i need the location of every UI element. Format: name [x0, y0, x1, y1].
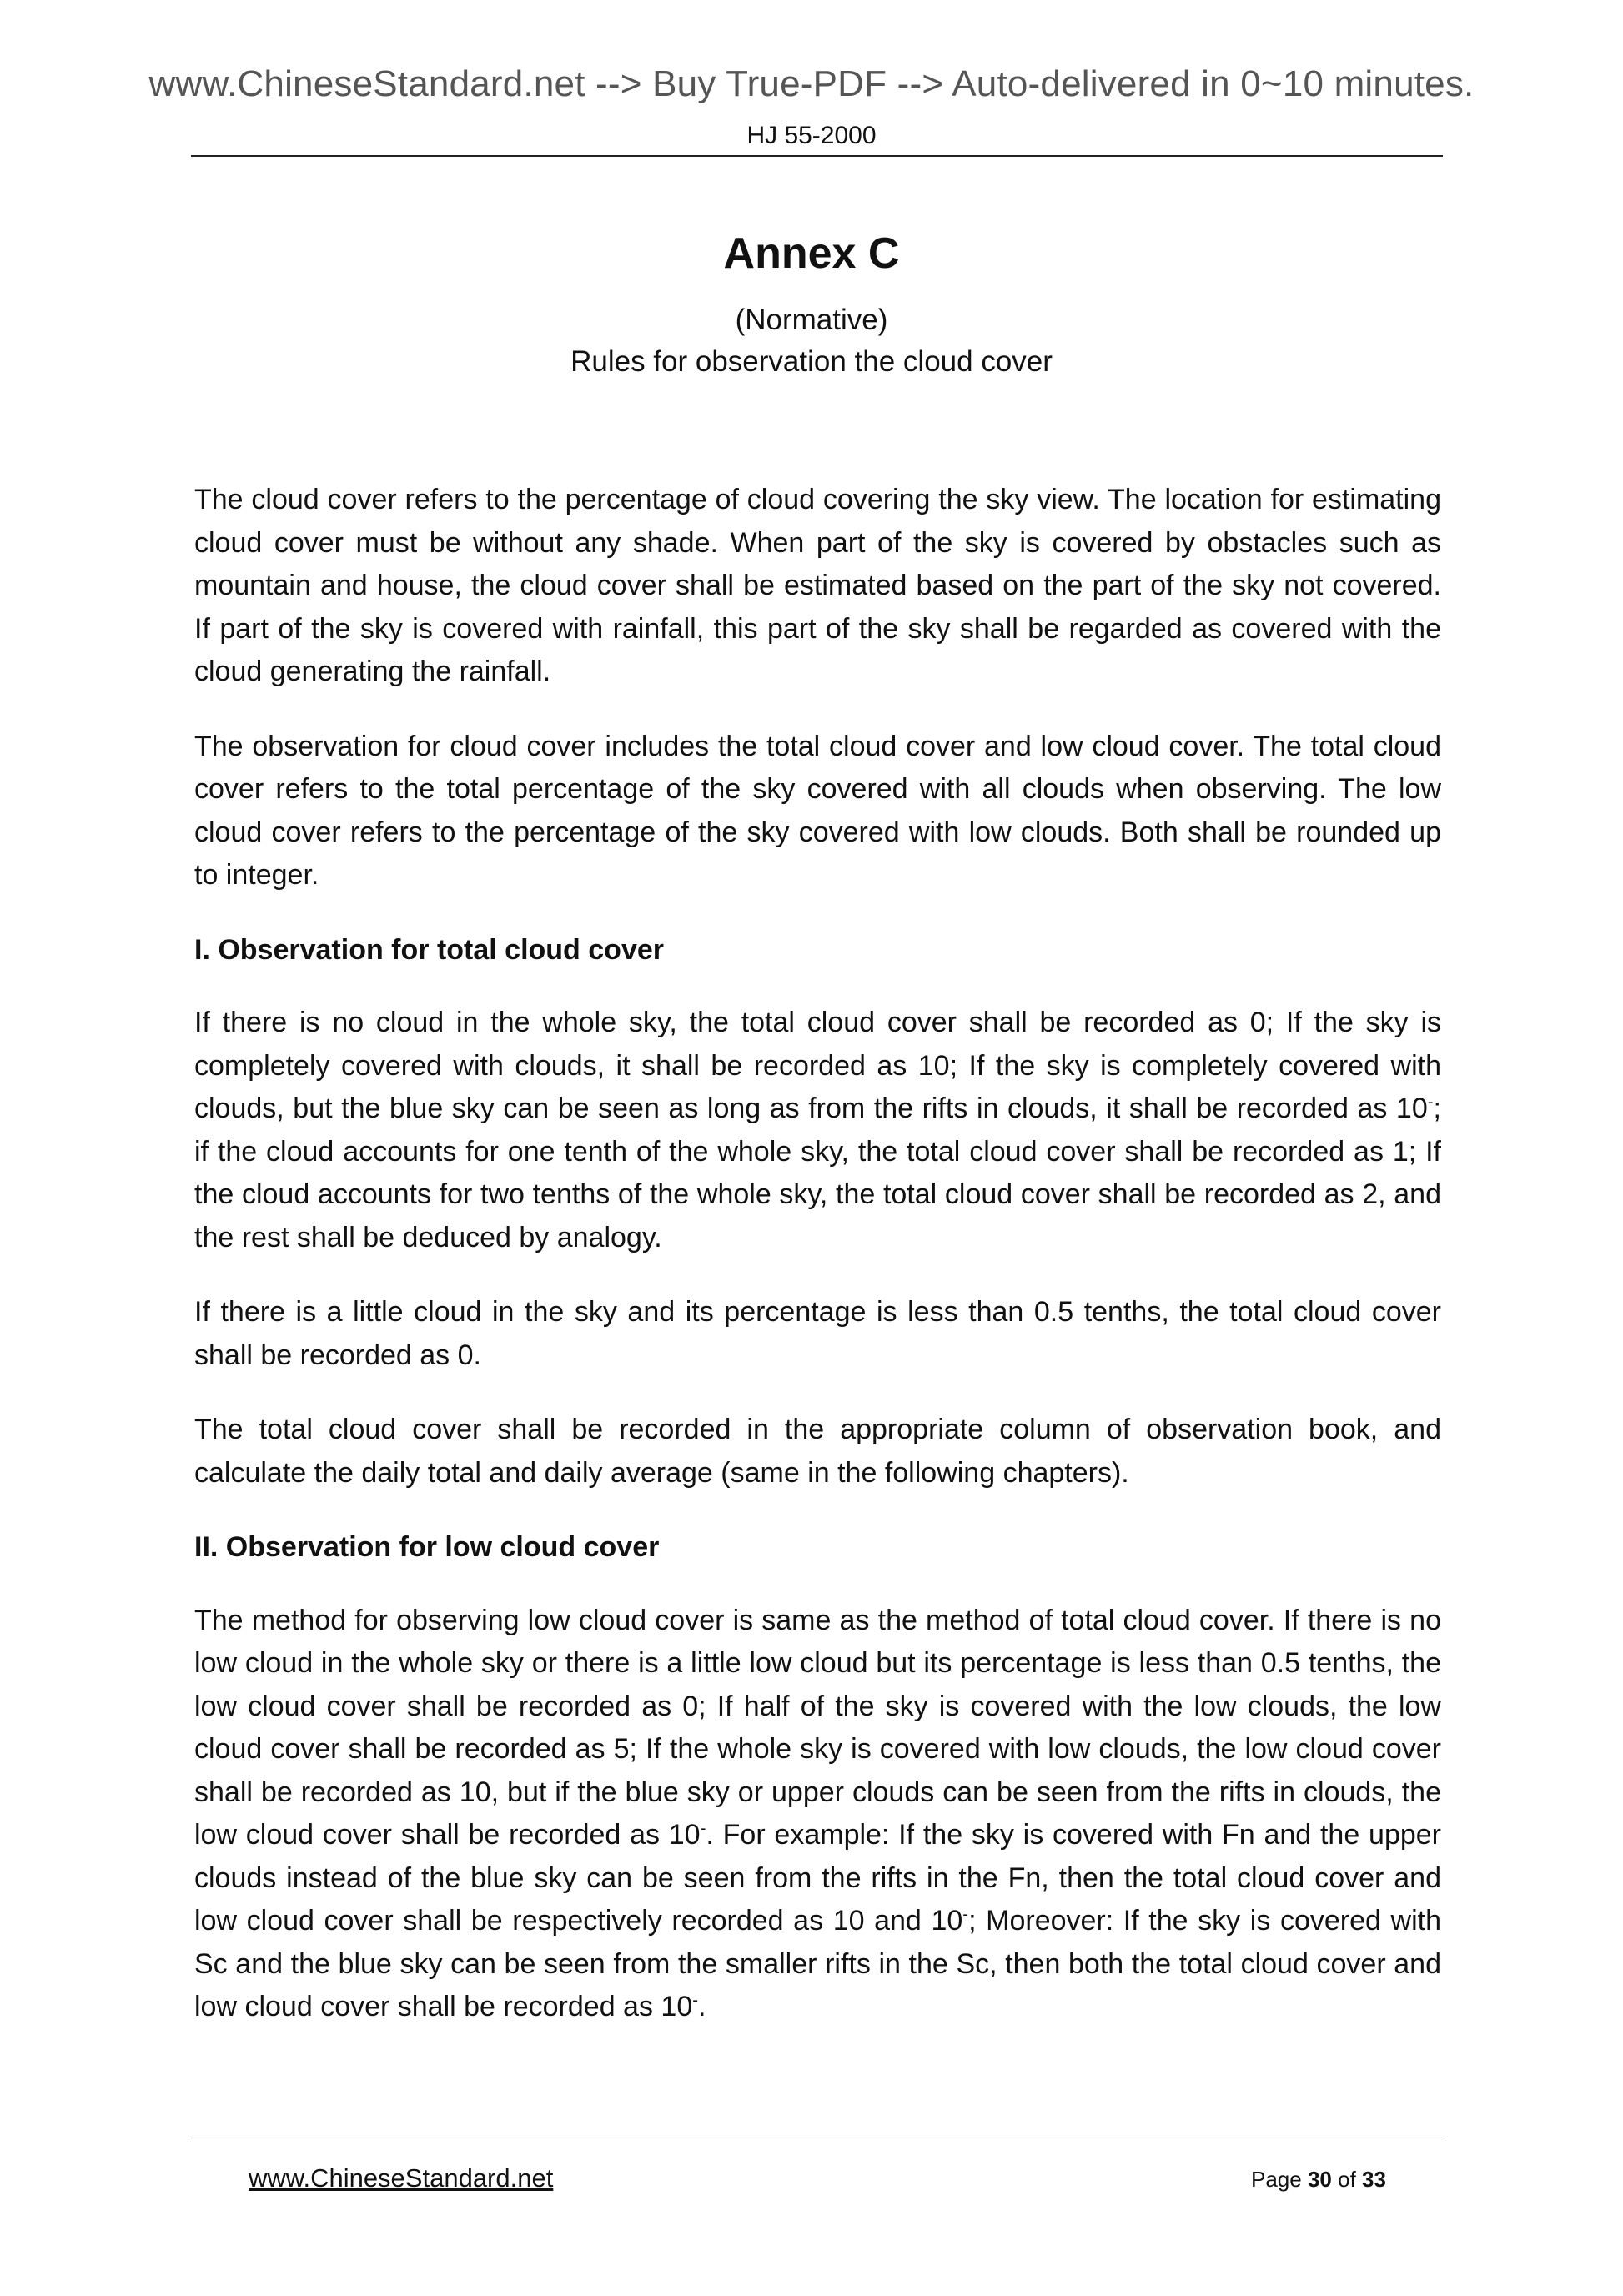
page-total: 33 — [1362, 2167, 1386, 2192]
paragraph-low-cloud-method — [194, 1600, 1441, 2029]
top-banner: www.ChineseStandard.net --> Buy True-PDF --> Auto-delivered in 0~10 minutes. — [148, 63, 1475, 104]
page-number — [1251, 2167, 1386, 2193]
annex-type: (Normative) — [735, 304, 888, 336]
paragraph-cloud-cover-definition: The cloud cover refers to the percentage of cloud covering the sky view. The location for estimating cloud cover must be without any shade. When part of the sky is covered by obstacles such as mountain and house, the cloud cover shall be estimated based on the part of the sky not covered. If part of the sky is covered with rainfall, this part of the sky shall be regarded as covered with the cloud generating the rainfall. — [194, 484, 1441, 687]
header-divider — [191, 155, 1443, 157]
text-segment: ; if the cloud accounts for one tenth of the whole sky, the total cloud cover shall be recorded as 1; If the cloud accounts for two tenths of the whole sky, the total cloud cover shall be recorded as 2, and the rest shall be deduced by analogy. — [194, 1093, 1441, 1254]
paragraph-recording-column: The total cloud cover shall be recorded in the appropriate column of observation book, and calculate the daily total and daily average (same in the following chapters). — [194, 1414, 1441, 1489]
superscript-minus: - — [692, 1991, 699, 2010]
superscript-minus: - — [1427, 1093, 1434, 1112]
page-current: 30 — [1307, 2167, 1332, 2192]
text-segment: . For example: If the sky is covered with Fn and the upper clouds instead of the blue sky can be seen from the rifts in the Fn, then the total cloud cover and low cloud cover shall be respectively recorded as 10 and 10 — [194, 1819, 1441, 1937]
page-of: of — [1338, 2167, 1356, 2192]
superscript-minus: - — [962, 1905, 969, 1924]
annex-subtitle: Rules for observation the cloud cover — [570, 345, 1053, 378]
paragraph-little-cloud: If there is a little cloud in the sky and its percentage is less than 0.5 tenths, the total cloud cover shall be recorded as 0. — [194, 1296, 1441, 1371]
text-segment: . — [698, 1991, 706, 2022]
superscript-minus: - — [700, 1819, 706, 1838]
paragraph-observation-types: The observation for cloud cover includes the total cloud cover and low cloud cover. The total cloud cover refers to the total percentage of the sky covered with all clouds when observing. The low cloud cover refers to the percentage of the sky covered with low clouds. Both shall be rounded up to integer. — [194, 730, 1441, 891]
page-label: Page — [1251, 2167, 1302, 2192]
annex-title: Annex C — [723, 229, 900, 278]
text-segment: If there is no cloud in the whole sky, the total cloud cover shall be recorded as 0; If the sky is completely covered with clouds, it shall be recorded as 10; If the sky is completely covered with clouds, but the blue sky can be seen as long as from the rifts in clouds, it shall be recorded as 10 — [194, 1007, 1441, 1124]
paragraph-total-cloud-recording — [194, 1002, 1441, 1259]
section-heading-total-cloud-cover: I. Observation for total cloud cover — [194, 933, 664, 966]
footer-website-link[interactable]: www.ChineseStandard.net — [249, 2163, 554, 2193]
standard-code: HJ 55-2000 — [746, 122, 877, 149]
text-segment: ; Moreover: If the sky is covered with Sc and the blue sky can be seen from the smaller rifts in the Sc, then both the total cloud cover and low cloud cover shall be recorded as 10 — [194, 1905, 1441, 2022]
document-body — [194, 479, 1441, 2061]
text-segment: The method for observing low cloud cover is same as the method of total cloud cover. If there is no low cloud in the whole sky or there is a little low cloud but its percentage is less than 0.5 tenths, the low cloud cover shall be recorded as 0; If half of the sky is covered with the low clouds, the low cloud cover shall be recorded as 5; If the whole sky is covered with low clouds, the low cloud cover shall be recorded as 10, but if the blue sky or upper clouds can be seen from the rifts in clouds, the low cloud cover shall be recorded as 10 — [194, 1604, 1441, 1851]
section-heading-low-cloud-cover: II. Observation for low cloud cover — [194, 1531, 660, 1563]
